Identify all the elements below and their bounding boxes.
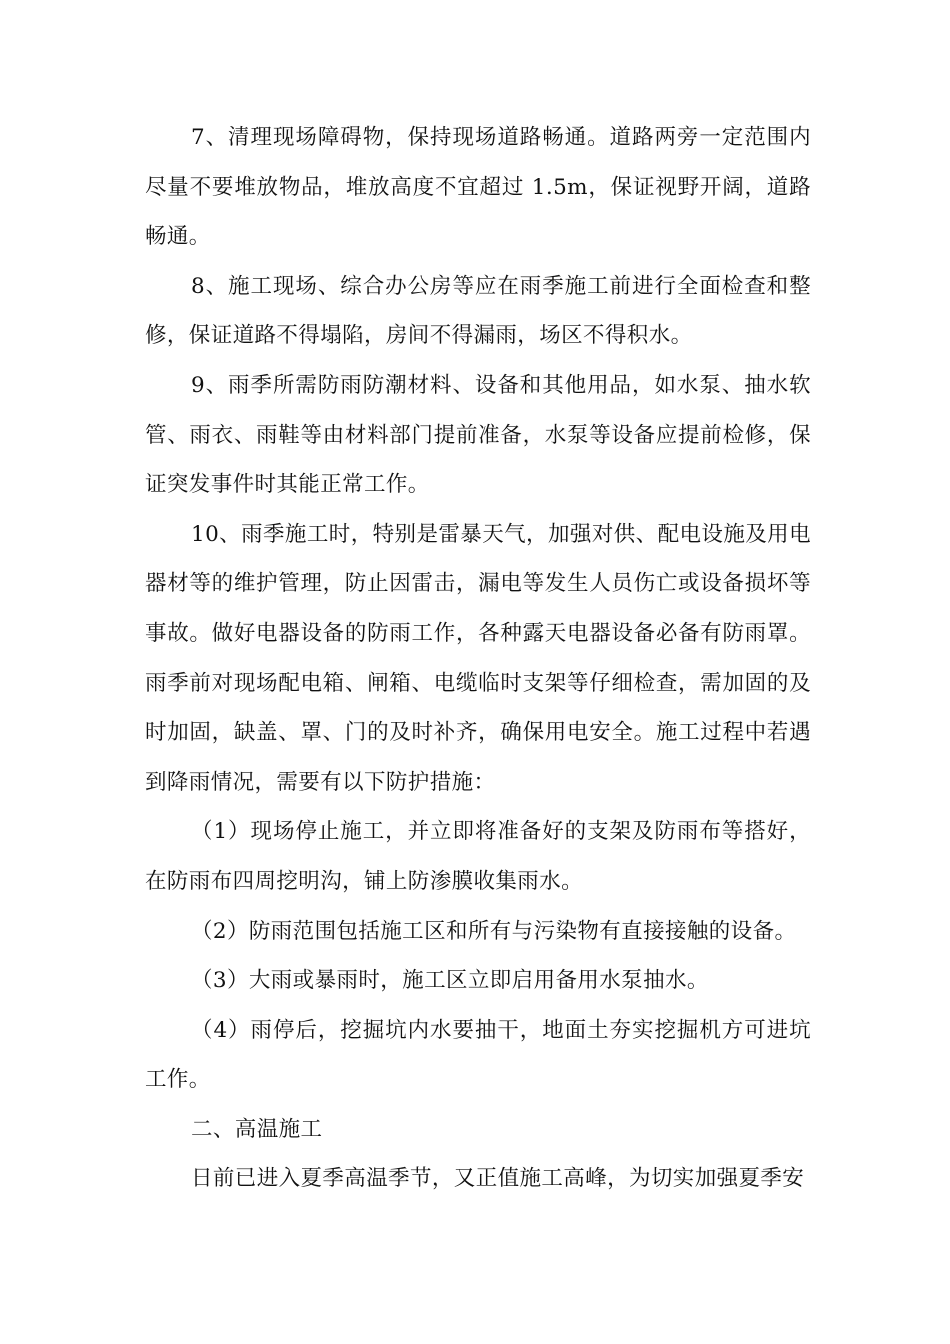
paragraph-item-7: 7、清理现场障碍物，保持现场道路畅通。道路两旁一定范围内尽量不要堆放物品，堆放高度不宜超过 1.5m，保证视野开阔，道路畅通。 — [145, 125, 811, 250]
section-heading: 二、高温施工 — [191, 1116, 323, 1142]
paragraph-item-8: 8、施工现场、综合办公房等应在雨季施工前进行全面检查和整修，保证道路不得塌陷，房间不得漏雨，场区不得积水。 — [145, 273, 811, 349]
paragraph-item-9: 9、雨季所需防雨防潮材料、设备和其他用品，如水泵、抽水软管、雨衣、雨鞋等由材料部门提前准备，水泵等设备应提前检修，保证突发事件时其能正常工作。 — [145, 372, 811, 498]
measure-item-4: （4）雨停后，挖掘坑内水要抽干，地面土夯实挖掘机方可进坑工作。 — [145, 1017, 811, 1093]
measure-item-3: （3）大雨或暴雨时，施工区立即启用备用水泵抽水。 — [191, 968, 709, 994]
measure-item-2: （2）防雨范围包括施工区和所有与污染物有直接接触的设备。 — [191, 918, 797, 944]
closing-paragraph: 日前已进入夏季高温季节，又正值施工高峰，为切实加强夏季安 — [191, 1166, 805, 1192]
measure-item-1: （1）现场停止施工，并立即将准备好的支架及防雨布等搭好，在防雨布四周挖明沟，铺上防渗膜收集雨水。 — [145, 819, 811, 894]
document-page — [145, 113, 811, 1204]
paragraph-item-10: 10、雨季施工时，特别是雷暴天气，加强对供、配电设施及用电器材等的维护管理，防止因雷击，漏电等发生人员伤亡或设备损坏等事故。做好电器设备的防雨工作，各种露天电器设备必备有防雨罩。雨季前对现场配电箱、闸箱、电缆临时支架等仔细检查，需加固的及时加固，缺盖、罩、门的及时补齐，确保用电安全。施工过程中若遇到降雨情况，需要有以下防护措施： — [145, 521, 811, 795]
